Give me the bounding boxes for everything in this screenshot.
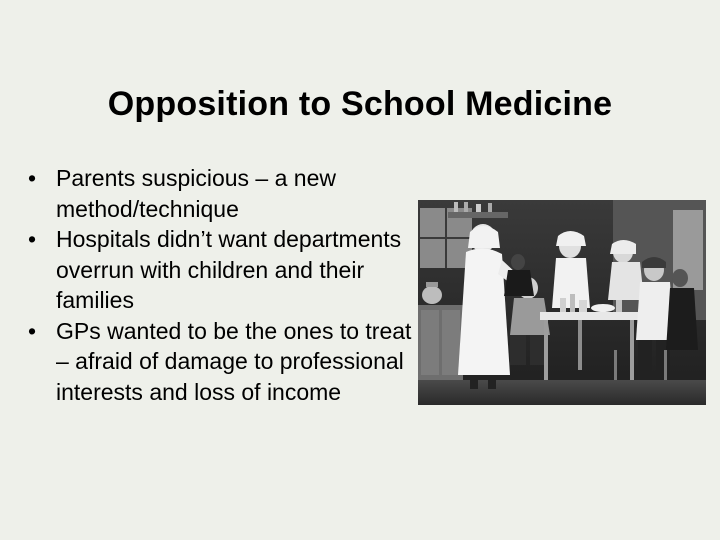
clinic-scene-illustration — [418, 200, 706, 405]
bullet-marker: • — [28, 317, 37, 344]
slide-title: Opposition to School Medicine — [107, 85, 613, 123]
bullet-item — [28, 163, 413, 224]
bullet-item — [28, 316, 413, 408]
bullet-marker: • — [28, 226, 37, 252]
bullet-text: GPs wanted to be the ones to treat – afraid of damage to professional interests and loss of income — [56, 317, 412, 405]
bullet-text: Parents suspicious – a new method/technique — [56, 165, 336, 222]
bullet-marker: • — [28, 165, 37, 191]
bullet-list — [28, 163, 413, 407]
historical-photo — [418, 200, 706, 405]
bullet-text: Hospitals didn’t want departments overrun with children and their families — [56, 226, 402, 313]
bullet-item — [28, 224, 413, 316]
